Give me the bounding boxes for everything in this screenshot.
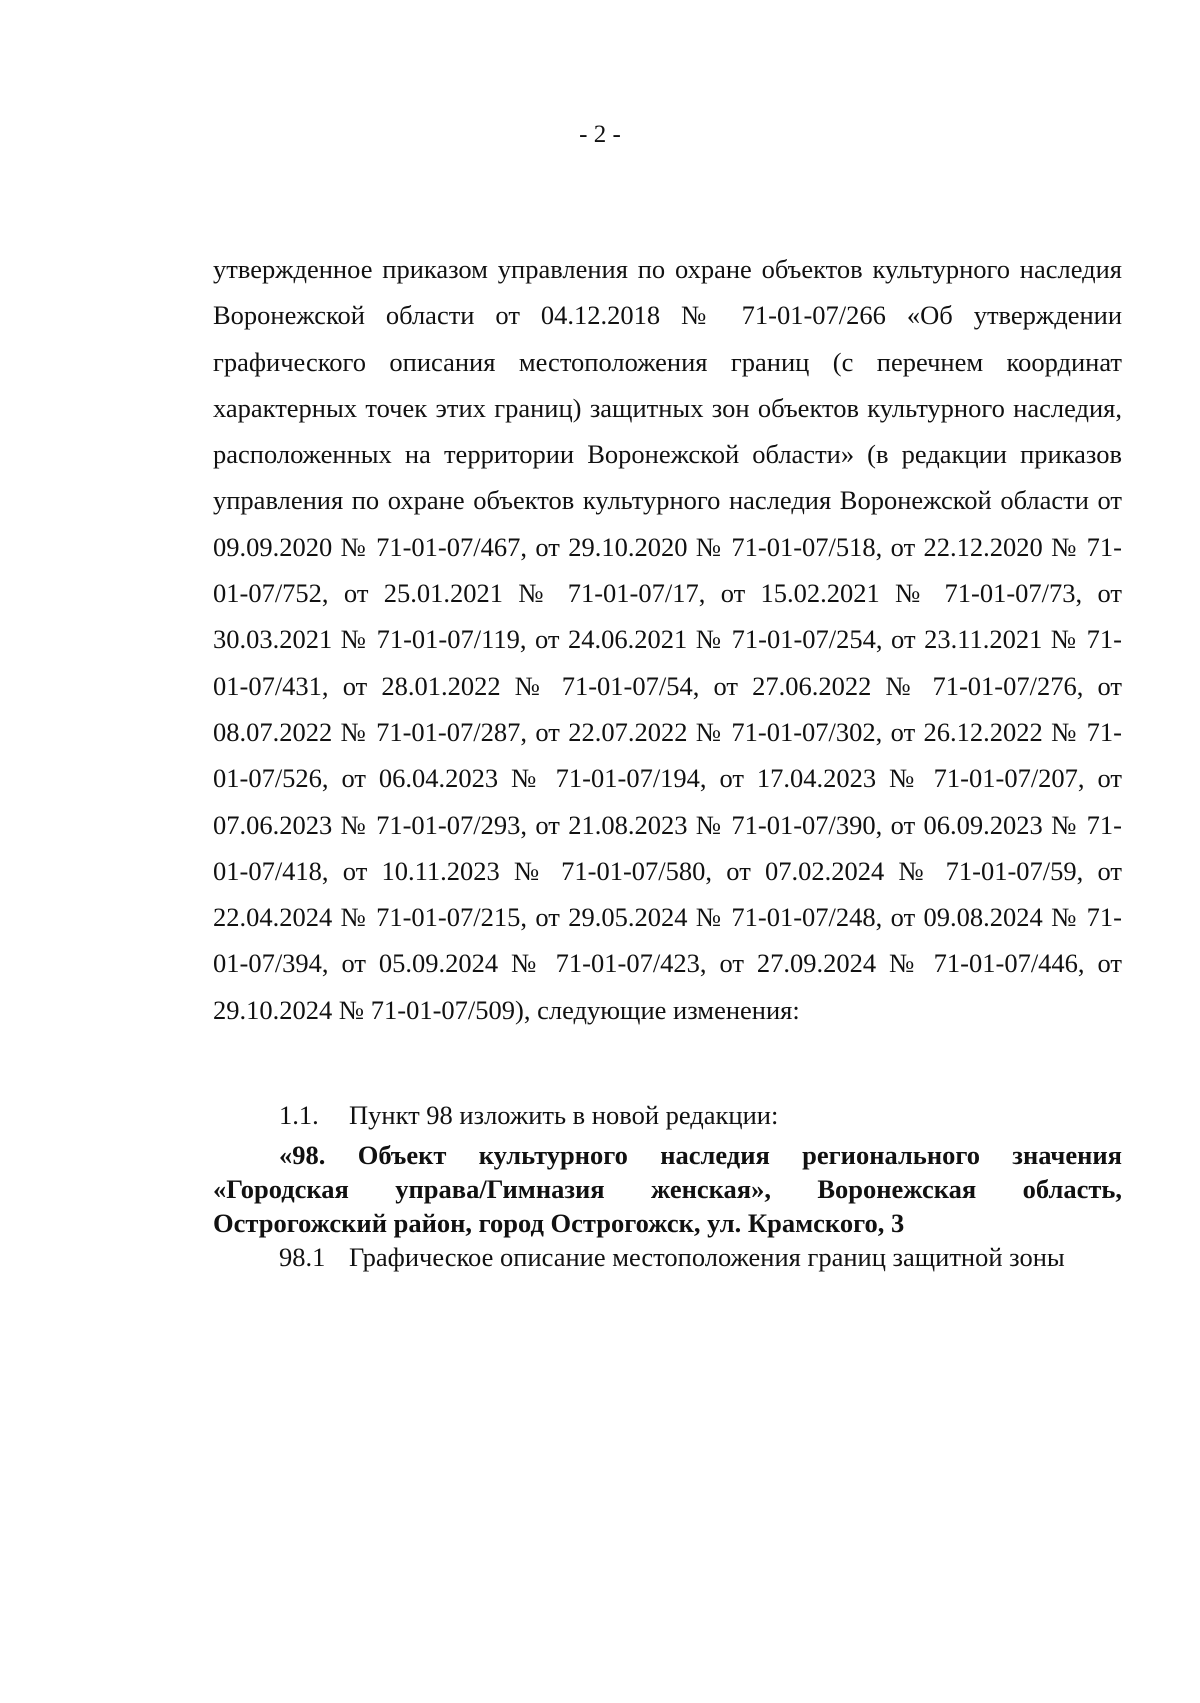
list-item-1-1 xyxy=(213,1092,1122,1138)
page-number: - 2 - xyxy=(579,121,621,148)
body-paragraph xyxy=(213,246,1122,1033)
list-item-number: 98.1 xyxy=(279,1242,326,1272)
list-item-number: 1.1. xyxy=(279,1100,319,1130)
list-item-98-1 xyxy=(213,1234,1122,1280)
list-item-text: Графическое описание местоположения границ защитной зоны xyxy=(349,1242,1065,1272)
list-item-text: Пункт 98 изложить в новой редакции: xyxy=(349,1100,779,1130)
object-heading: «98. Объект культурного наследия регионального значения «Городская управа/Гимназия женская», Воронежская область, Острогожский район, город Острогожск, ул. Крамского, 3 xyxy=(213,1140,1122,1238)
body-paragraph-text: утвержденное приказом управления по охране объектов культурного наследия Воронежской области от 04.12.2018 № 71-01-07/266 «Об утверждении графического описания местоположения границ (с перечнем координат характерных точек этих границ) защитных зон объектов культурного наследия, расположенных на территории Воронежской области» (в редакции приказов управления по охране объектов культурного наследия Воронежской области от 09.09.2020 № 71-01-07/467, от 29.10.2020 № 71-01-07/518, от 22.12.2020 № 71-01-07/752, от 25.01.2021 № 71-01-07/17, от 15.02.2021 № 71-01-07/73, от 30.03.2021 № 71-01-07/119, от 24.06.2021 № 71-01-07/254, от 23.11.2021 № 71-01-07/431, от 28.01.2022 № 71-01-07/54, от 27.06.2022 № 71-01-07/276, от 08.07.2022 № 71-01-07/287, от 22.07.2022 № 71-01-07/302, от 26.12.2022 № 71-01-07/526, от 06.04.2023 № 71-01-07/194, от 17.04.2023 № 71-01-07/207, от 07.06.2023 № 71-01-07/293, от 21.08.2023 № 71-01-07/390, от 06.09.2023 № 71-01-07/418, от 10.11.2023 № 71-01-07/580, от 07.02.2024 № 71-01-07/59, от 22.04.2024 № 71-01-07/215, от 29.05.2024 № 71-01-07/248, от 09.08.2024 № 71-01-07/394, от 05.09.2024 № 71-01-07/423, от 27.09.2024 № 71-01-07/446, от 29.10.2024 № 71-01-07/509), следующие изменения: xyxy=(213,254,1122,1025)
